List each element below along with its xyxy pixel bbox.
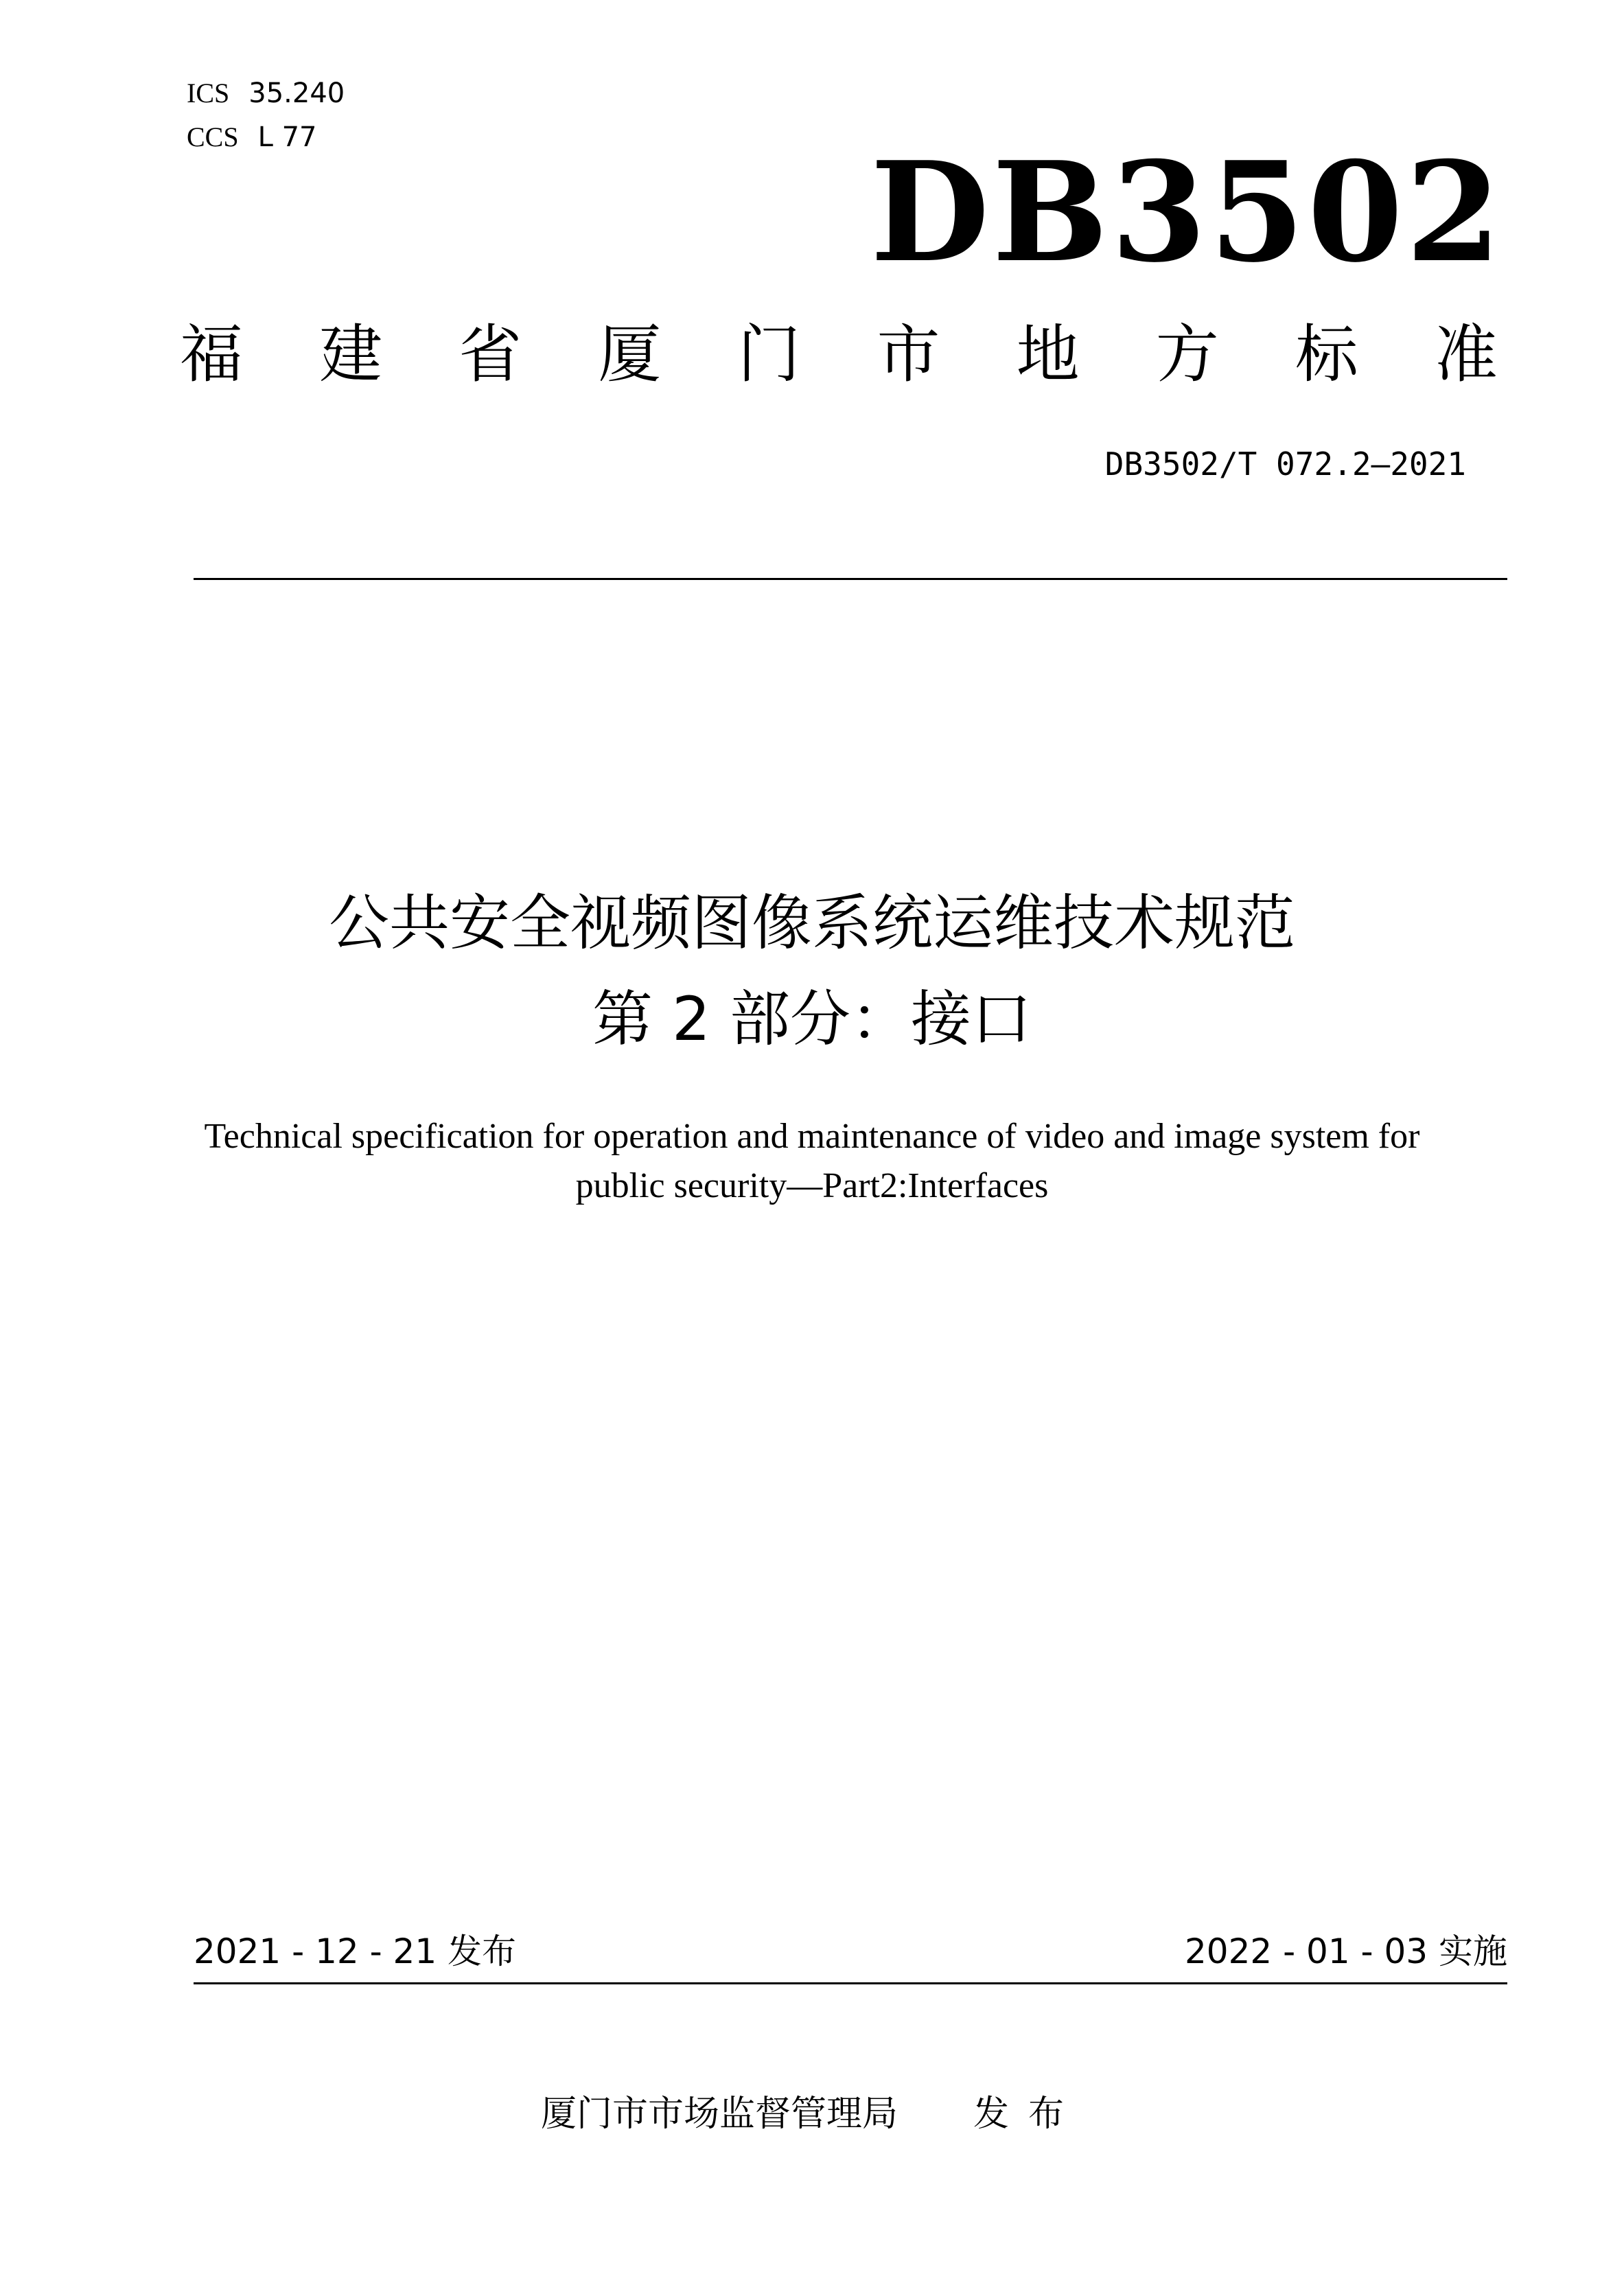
bottom-divider (194, 1982, 1507, 1984)
title-en-line2: public security—Part2:Interfaces (575, 1166, 1049, 1205)
issue-date: 2021 - 12 - 21 发布 (194, 1932, 517, 1971)
ics-value: 35.240 (248, 78, 345, 109)
ics-code (187, 77, 345, 110)
standard-type-char: 市 (877, 318, 940, 391)
standard-type-char: 省 (459, 318, 522, 391)
standard-number: DB3502/T 072.2—2021 (1104, 445, 1466, 483)
title-en-line1: Technical specification for operation and maintenance of video and image system for (204, 1117, 1420, 1156)
ccs-code (187, 121, 317, 154)
standard-type-char: 地 (1016, 318, 1080, 391)
issuer-name: 厦门市市场监督管理局 (540, 2094, 898, 2135)
standard-type-char: 建 (319, 318, 383, 391)
standard-type-char: 方 (1155, 318, 1219, 391)
standard-type-char: 准 (1434, 318, 1498, 391)
ics-label: ICS (187, 78, 230, 108)
standard-type-char: 标 (1295, 318, 1358, 391)
top-divider (194, 578, 1507, 580)
db-logo: DB3502 (870, 132, 1505, 293)
ccs-label: CCS (187, 121, 239, 152)
issuer-action: 发布 (973, 2094, 1084, 2135)
ccs-value: L 77 (257, 121, 317, 153)
issuer-line (0, 2092, 1624, 2136)
title-cn-line2: 第 2 部分：接口 (592, 984, 1032, 1054)
standard-type-char: 门 (737, 318, 801, 391)
title-cn-line1: 公共安全视频图像系统运维技术规范 (328, 888, 1295, 958)
standard-type-heading (180, 317, 1498, 393)
standard-type-char: 厦 (598, 318, 662, 391)
implementation-date: 2022 - 01 - 03 实施 (1184, 1932, 1507, 1971)
standard-type-char: 福 (180, 318, 244, 391)
